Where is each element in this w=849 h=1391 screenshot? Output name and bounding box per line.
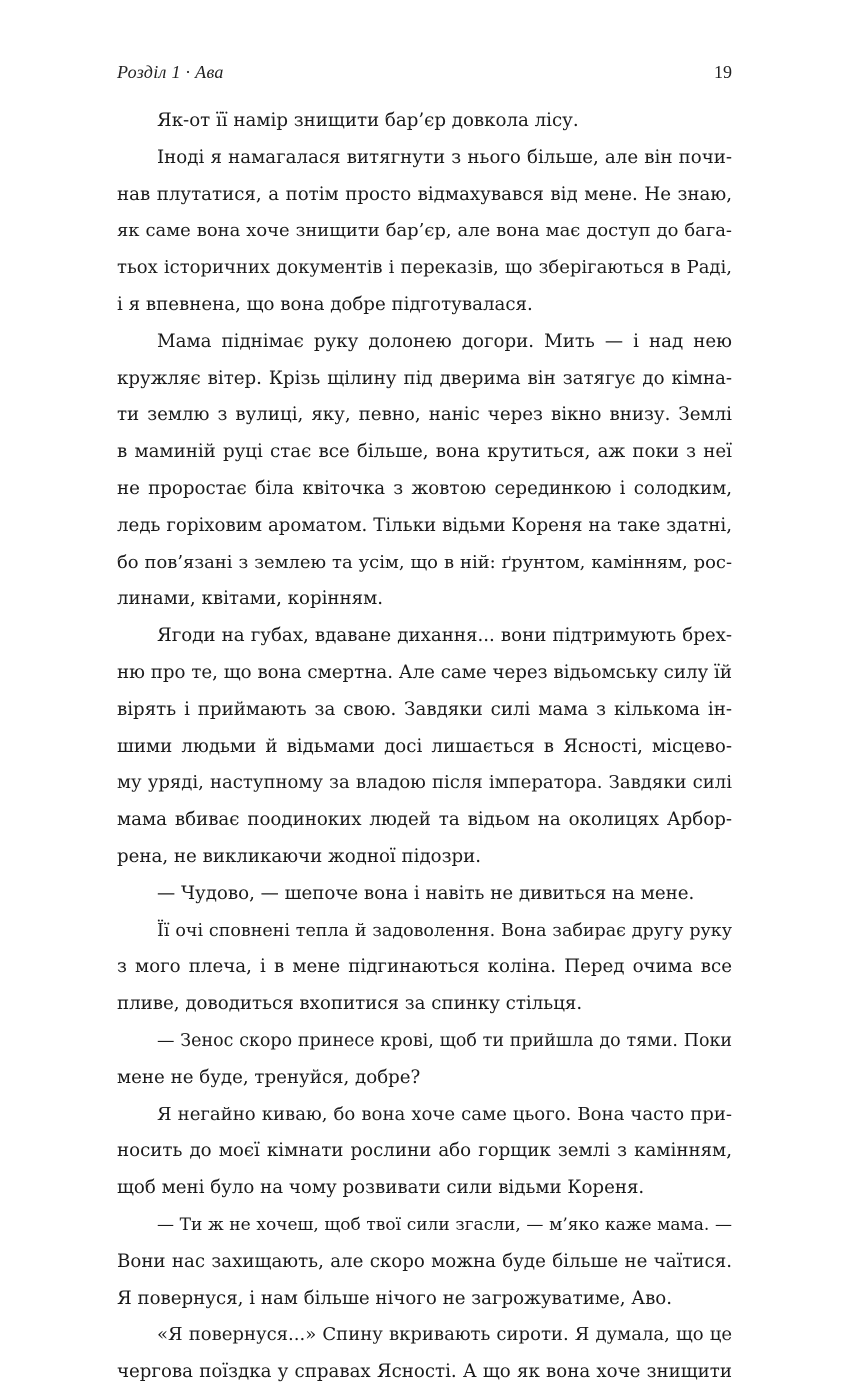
text-line: Її очі сповнені тепла й задоволення. Вона забирає другу руку bbox=[157, 920, 732, 941]
text-line: мене не буде, тренуйся, добре? bbox=[117, 1066, 421, 1088]
text-line: в маминій руці стає все більше, вона крутиться, аж поки з неї bbox=[117, 441, 732, 463]
text-line: нав плутатися, а потім просто відмахувався від мене. Не знаю, bbox=[117, 183, 732, 205]
text-line: Я негайно киваю, бо вона хоче саме цього. Вона часто при- bbox=[157, 1103, 732, 1125]
text-line: бо пов’язані з землею та усім, що в ній: ґрунтом, камінням, рос- bbox=[117, 551, 732, 573]
text-line: шими людьми й відьмами досі лишається в Ясності, місцево- bbox=[117, 735, 732, 757]
text-line: рена, не викликаючи жодної підозри. bbox=[117, 845, 482, 867]
text-line: Іноді я намагалася витягнути з нього більше, але він почи- bbox=[157, 146, 732, 168]
text-line: пливе, доводиться вхопитися за спинку стільця. bbox=[117, 993, 583, 1015]
text-line: линами, квітами, корінням. bbox=[117, 588, 384, 610]
text-line: — Чудово, — шепоче вона і навіть не дивиться на мене. bbox=[157, 882, 695, 904]
text-line: не проростає біла квіточка з жовтою серединкою і солодким, bbox=[117, 477, 732, 499]
text-line: ти землю з вулиці, яку, певно, наніс через вікно внизу. Землі bbox=[117, 404, 732, 426]
text-line: носить до моєї кімнати рослини або горщик землі з камінням, bbox=[117, 1140, 732, 1162]
text-line: вірять і приймають за свою. Завдяки силі мама з кількома ін- bbox=[117, 698, 732, 720]
text-line: з мого плеча, і в мене підгинаються коліна. Перед очима все bbox=[117, 956, 732, 978]
text-line: тьох історичних документів і переказів, що зберігаються в Раді, bbox=[117, 257, 732, 279]
page-number: 19 bbox=[714, 62, 732, 82]
text-line: ню про те, що вона смертна. Але саме через відьомську силу їй bbox=[117, 661, 732, 683]
text-line: Ягоди на губах, вдаване дихання... вони підтримують брех- bbox=[157, 625, 732, 647]
text-line: мама вбиває поодиноких людей та відьом на околицях Арбор- bbox=[117, 809, 732, 831]
text-line: Вони нас захищають, але скоро можна буде більше не чаїтися. bbox=[117, 1250, 732, 1272]
text-line: — Зенос скоро принесе крові, щоб ти прийшла до тями. Поки bbox=[157, 1030, 732, 1051]
running-head: Розділ 1 · Ава bbox=[117, 62, 224, 82]
text-line: як саме вона хоче знищити бар’єр, але вона має доступ до бага- bbox=[117, 220, 732, 242]
text-line: ледь горіховим ароматом. Тільки відьми Кореня на таке здатні, bbox=[117, 514, 732, 536]
text-line: — Ти ж не хочеш, щоб твої сили згасли, — м’яко каже мама. — bbox=[157, 1214, 732, 1235]
body-text bbox=[117, 103, 732, 1391]
text-line: і я впевнена, що вона добре підготувалася. bbox=[117, 293, 533, 315]
text-line: щоб мені було на чому розвивати сили відьми Кореня. bbox=[117, 1177, 645, 1199]
text-line: Я повернуся, і нам більше нічого не загрожуватиме, Аво. bbox=[117, 1287, 673, 1309]
text-line: му уряді, наступному за владою після імператора. Завдяки силі bbox=[117, 772, 732, 794]
text-line: «Я повернуся...» Спину вкривають сироти. Я думала, що це bbox=[157, 1324, 732, 1346]
text-line: Мама піднімає руку долонею догори. Мить — і над нею bbox=[157, 330, 732, 352]
text-line: Як-от її намір знищити бар’єр довкола лісу. bbox=[157, 110, 579, 131]
text-line: кружляє вітер. Крізь щілину під дверима він затягує до кімна- bbox=[117, 367, 732, 389]
text-line: чергова поїздка у справах Ясності. А що як вона хоче знищити bbox=[117, 1361, 732, 1383]
